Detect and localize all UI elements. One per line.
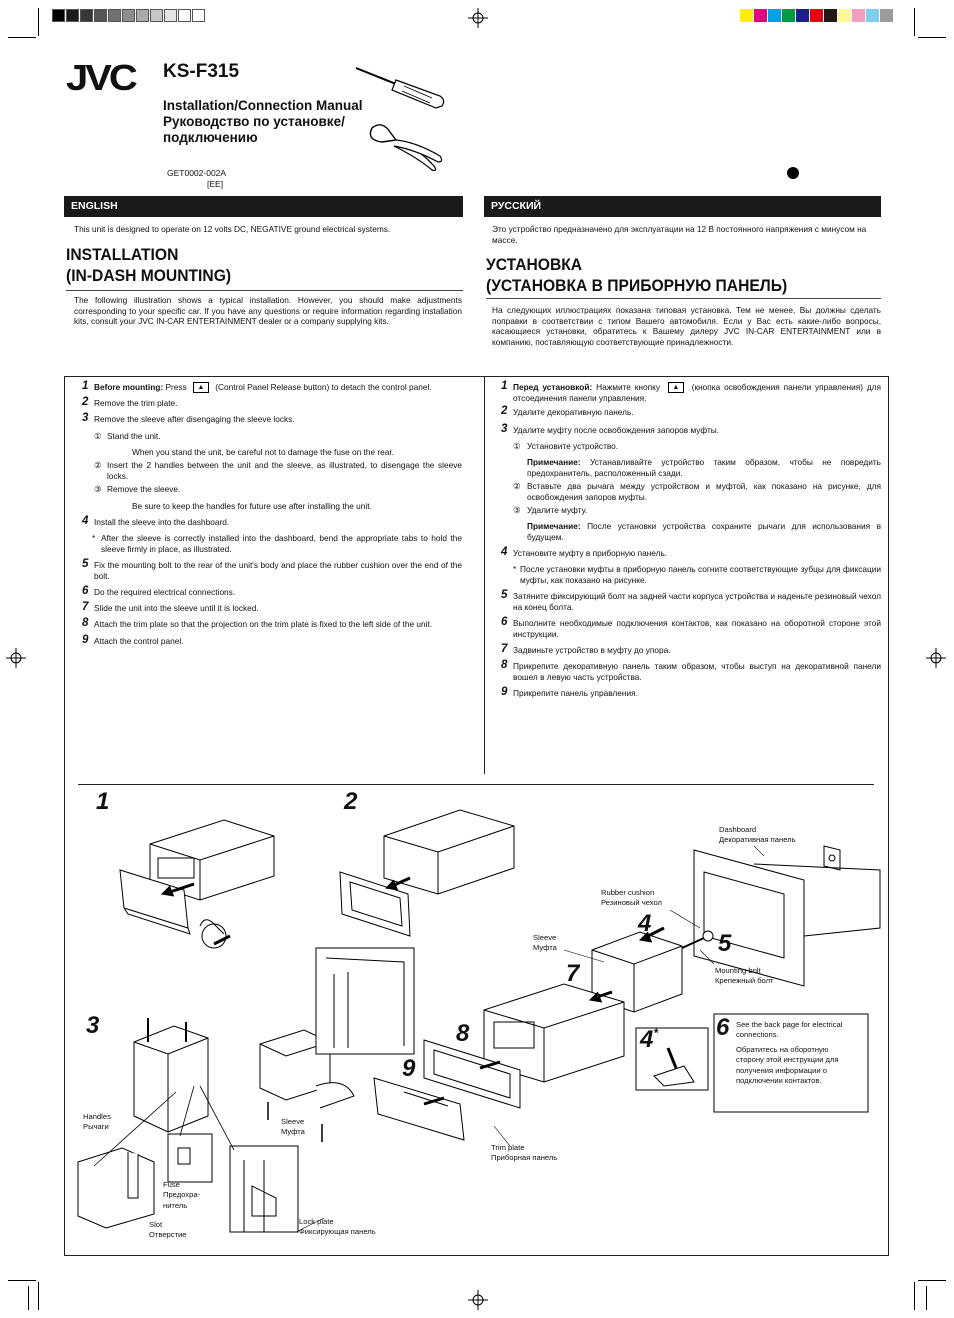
label-mounting-bolt (715, 966, 774, 987)
label-ru: Отверстие (149, 1230, 187, 1240)
label-ru: Фиксирующая панель (299, 1227, 376, 1237)
label-en: Dashboard (719, 825, 757, 834)
ru-step-4: Установите муфту в приборную панель. (513, 548, 668, 558)
russian-paragraph: На следующих иллюстрациях показана типовая установка. Тем не менее, Вы должны сделать поправки в соответствии с типом Вашего автомобиля. Если у Вас есть какие-либо вопросы, касающиеся установки, обратитесь к Вашему дилеру JVC IN-CAR ENTERTAINMENT или в компанию, поставляющую соответствующие принадлежности. (492, 305, 881, 347)
label-en: See the back page for electrical connections. (736, 1020, 843, 1040)
figure-step-6-label: 6 (716, 1014, 730, 1041)
brand-logo: JVC (66, 58, 135, 98)
english-heading-line: (IN-DASH MOUNTING) (66, 266, 232, 285)
ru-asterisk: * (513, 564, 517, 574)
en-step-4-note: After the sleeve is correctly installed into the dashboard, bend the appropriate tabs to hold the sleeve firmly in place, as illustrated. (101, 533, 462, 554)
ru-substep-marker: ③ (513, 505, 521, 515)
russian-section-bar: РУССКИЙ (484, 196, 881, 217)
en-substep-marker: ③ (94, 484, 102, 494)
ru-note-label: Примечание: (527, 457, 581, 467)
en-substep-marker: ② (94, 460, 102, 470)
region-code: [EE] (207, 179, 224, 189)
en-step-6: Do the required electrical connections. (94, 587, 236, 597)
en-step-8: Attach the trim plate so that the projection on the trim plate is fixed to the left side of the unit. (94, 619, 433, 629)
label-dashboard (719, 825, 796, 846)
label-ru: Резиновый чехол (601, 898, 662, 908)
label-en: Lock plate (299, 1217, 334, 1226)
doc-code: GET0002-002A (167, 168, 227, 178)
label-ru: Муфта (281, 1127, 305, 1137)
figure-step-9-label: 9 (402, 1055, 416, 1082)
ru-step-3-3: Удалите муфту. (527, 505, 588, 515)
ru-substep-marker: ① (513, 441, 521, 451)
figure-step-4b-label: 4* (640, 1026, 659, 1053)
figure-step-4-label: 4 (638, 910, 652, 937)
ru-step-3-1: Установите устройство. (527, 441, 619, 451)
label-ru: Крепежный болт (715, 976, 774, 986)
en-step-3-3: Remove the sleeve. (107, 484, 181, 494)
figure-divider (78, 784, 874, 785)
ru-step-4-note: После установки муфты в приборную панель согните соответствующие зубцы для фиксации муфты, как показано на рисунке. (520, 564, 881, 585)
russian-heading-rule (486, 298, 881, 299)
ru-note-text: После установки устройства сохраните рычаги для использования в будущем. (527, 521, 881, 542)
label-trim-plate (491, 1143, 557, 1164)
en-step-1-text-b: (Control Panel Release button) to detach the control panel. (215, 382, 432, 392)
russian-intro: Это устройство предназначено для эксплуатации на 12 В постоянного напряжения с минусом на массе. (492, 224, 867, 245)
label-en: Rubber cushion (601, 888, 655, 897)
english-section-bar: ENGLISH (64, 196, 463, 217)
en-step-number: 3 (82, 412, 89, 424)
registration-mark-right (926, 648, 946, 668)
en-step-1-bold: Before mounting: (94, 382, 164, 392)
ru-step-3: Удалите муфту после освобождения запоров муфты. (513, 425, 720, 435)
label-en: Slot (149, 1220, 163, 1229)
ru-step-1-text-b: (кнопка освобождения панели управления) для отсоединения панели управления. (513, 382, 882, 404)
ru-step-number: 6 (501, 616, 508, 628)
ru-step-7: Задвиньте устройство в муфту до упора. (513, 645, 671, 655)
en-step-9: Attach the control panel. (94, 636, 184, 646)
manual-title (163, 98, 363, 146)
english-intro: This unit is designed to operate on 12 volts DC, NEGATIVE ground electrical systems. (74, 224, 391, 234)
en-step-number: 2 (82, 396, 89, 408)
manual-title-line: подключению (163, 130, 258, 145)
ru-step-9: Прикрепите панель управления. (513, 688, 638, 698)
ru-step-number: 3 (501, 423, 508, 435)
label-en: Sleeve (281, 1117, 305, 1126)
release-button-icon: ▲ (668, 382, 684, 393)
detail-zoom-views (78, 948, 414, 1232)
tools-illustration (352, 62, 452, 174)
en-step-number: 5 (82, 558, 89, 570)
ru-step-1-bold: Перед установкой: (513, 382, 593, 392)
registration-mark-top (468, 8, 488, 28)
en-step-number: 4 (82, 515, 89, 527)
en-step-3-1: Stand the unit. (107, 431, 161, 441)
release-button-icon: ▲ (193, 382, 209, 393)
ru-step-number: 2 (501, 405, 508, 417)
ru-step-6: Выполните необходимые подключения контактов, как показано на оборотной стороне этой инструкции. (513, 618, 881, 639)
finger-press-icon (200, 920, 230, 948)
label-ru: нитель (163, 1200, 188, 1210)
figure-step-7-label: 7 (566, 960, 580, 987)
ru-step-3-1-note (527, 457, 881, 478)
label-ru: Декоративная панель (719, 835, 796, 845)
russian-heading-line: (УСТАНОВКА В ПРИБОРНУЮ ПАНЕЛЬ) (486, 276, 788, 295)
figure-step-3-label: 3 (86, 1012, 100, 1039)
english-heading-rule (66, 290, 463, 291)
en-step-3-3-note: Be sure to keep the handles for future use after installing the unit. (132, 501, 372, 511)
en-step-number: 9 (82, 634, 89, 646)
en-step-3-1-note: When you stand the unit, be careful not to damage the fuse on the rear. (132, 447, 394, 457)
label-fuse (163, 1180, 200, 1211)
label-connections-note (736, 1020, 856, 1086)
label-sleeve (533, 933, 557, 954)
manual-title-line: Руководство по установке/ (163, 114, 345, 129)
ru-step-3-2: Вставьте два рычага между устройством и муфтой, как показано на рисунке, для освобождения запоров муфты. (527, 481, 881, 502)
label-en: Sleeve (533, 933, 557, 942)
figure-step-5-label: 5 (718, 930, 732, 957)
label-ru: Обратитесь на оборотную сторону этой инструкции для получения информации о подключении контактов. (736, 1044, 839, 1086)
ru-note-text: Устанавливайте устройство таким образом, чтобы не повредить предохранитель, расположенный сзади. (527, 457, 881, 478)
label-sleeve-2 (281, 1117, 305, 1138)
figure-step-2-label: 2 (344, 788, 358, 815)
pliers-icon (370, 125, 441, 171)
russian-heading-line: УСТАНОВКА (486, 255, 583, 274)
english-heading (66, 244, 434, 286)
en-step-number: 7 (82, 601, 89, 613)
en-step-1 (94, 382, 464, 393)
registration-mark-bottom (468, 1290, 488, 1310)
en-step-5: Fix the mounting bolt to the rear of the unit's body and place the rubber cushion over the end of the bolt. (94, 560, 462, 581)
en-step-number: 6 (82, 585, 89, 597)
language-dot-icon (786, 166, 800, 180)
en-step-number: 8 (82, 617, 89, 629)
english-heading-line: INSTALLATION (66, 245, 179, 264)
screwdriver-icon (356, 68, 444, 108)
label-ru: Рычаги (83, 1122, 109, 1132)
column-divider (484, 376, 485, 774)
ru-step-number: 9 (501, 686, 508, 698)
label-slot (149, 1220, 187, 1241)
figure-step-8-label: 8 (456, 1020, 470, 1047)
ru-substep-marker: ② (513, 481, 521, 491)
label-rubber-cushion (601, 888, 662, 909)
ru-note-label: Примечание: (527, 521, 581, 531)
dashboard-drawing (694, 846, 880, 986)
label-ru: Предохра- (163, 1190, 201, 1200)
ru-step-3-3-note (527, 521, 881, 542)
unit-drawing-1 (120, 820, 274, 934)
label-ru: Приборная панель (491, 1153, 558, 1163)
manual-title-line: Installation/Connection Manual (163, 98, 363, 113)
ru-step-number: 4 (501, 546, 508, 558)
english-paragraph: The following illustration shows a typical installation. However, you should make adjustments corresponding to your specific car. If you have any questions or require information regarding installation kits, consult your JVC IN-CAR ENTERTAINMENT dealer or a company supplying kits. (74, 295, 462, 327)
en-step-3: Remove the sleeve after disengaging the sleeve locks. (94, 414, 295, 424)
ru-step-5: Затяните фиксирующий болт на задней части корпуса устройства и наденьте резиновый чехол на конец болта. (513, 591, 881, 612)
ru-step-number: 8 (501, 659, 508, 671)
label-en: Mounting bolt (715, 966, 761, 975)
unit-drawing-2 (340, 810, 514, 936)
label-en: Handles (83, 1112, 111, 1121)
ru-step-8: Прикрепите декоративную панель таким образом, чтобы выступ на декоративной панели вошел в левую часть устройства. (513, 661, 881, 682)
label-en: Fuse (163, 1180, 180, 1189)
registration-mark-left (6, 648, 26, 668)
ru-step-number: 7 (501, 643, 508, 655)
label-handles (83, 1112, 111, 1133)
en-step-4: Install the sleeve into the dashboard. (94, 517, 230, 527)
en-substep-marker: ① (94, 431, 102, 441)
russian-heading (486, 254, 854, 296)
ru-step-number: 5 (501, 589, 508, 601)
ru-step-2: Удалите декоративную панель. (513, 407, 634, 417)
ru-step-1 (513, 382, 881, 404)
en-step-3-2: Insert the 2 handles between the unit and the sleeve, as illustrated, to disengage the sleeve locks. (107, 460, 462, 481)
ru-step-1-text-a: Нажмите кнопку (596, 382, 660, 392)
label-en: Trim plate (491, 1143, 525, 1152)
model-name: KS-F315 (163, 61, 240, 82)
en-step-2: Remove the trim plate. (94, 398, 178, 408)
en-step-7: Slide the unit into the sleeve until it is locked. (94, 603, 259, 613)
en-step-number: 1 (82, 380, 89, 392)
ru-step-number: 1 (501, 380, 508, 392)
label-lock-plate (299, 1217, 376, 1238)
figure-step-1-label: 1 (96, 788, 110, 815)
en-asterisk: * (92, 533, 96, 543)
label-ru: Муфта (533, 943, 557, 953)
en-step-1-text-a: Press (165, 382, 187, 392)
